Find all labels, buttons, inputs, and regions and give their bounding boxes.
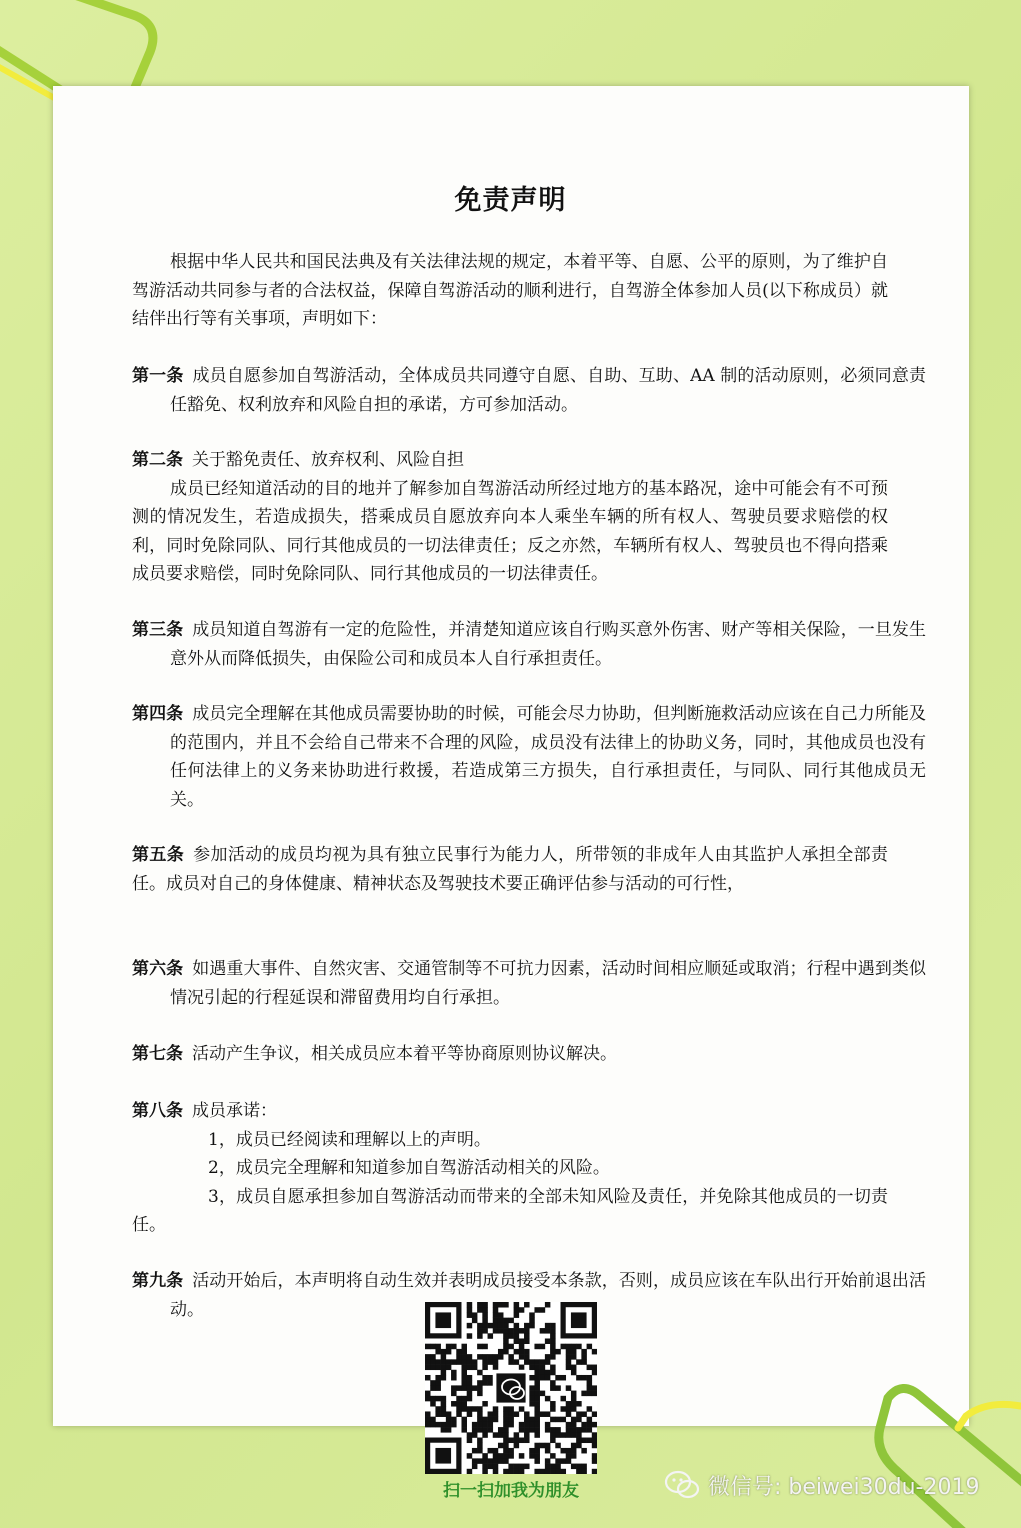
wechat-watermark (664, 1465, 980, 1505)
article-label: 第四条 (132, 704, 184, 724)
article-text: 活动产生争议，相关成员应本着平等协商原则协议解决。 (192, 1044, 617, 1064)
article-5 (132, 841, 888, 898)
article-label: 第七条 (132, 1044, 183, 1064)
article-text: 成员自愿参加自驾游活动，全体成员共同遵守自愿、自助、互助、AA 制的活动原则，必须同意责任豁免、权利放弃和风险自担的承诺，方可参加活动。 (170, 366, 926, 415)
list-item: 1，成员已经阅读和理解以上的声明。 (208, 1129, 491, 1150)
article-2 (132, 446, 888, 589)
article-text: 关于豁免责任、放弃权利、风险自担 (192, 450, 464, 470)
article-text: 参加活动的成员均视为具有独立民事行为能力人，所带领的非成年人由其监护人承担全部责任。成员对自己的身体健康、精神状态及驾驶技术要正确评估参与活动的可行性， (132, 845, 889, 894)
article-6 (132, 955, 926, 1012)
article-7 (132, 1040, 888, 1069)
qr-code[interactable] (425, 1302, 597, 1474)
list-item: 3，成员自愿承担参加自驾游活动而带来的全部未知风险及责任，并免除其他成员的一切责任。 (132, 1186, 888, 1235)
article-8 (132, 1097, 888, 1240)
wechat-icon (664, 1470, 700, 1500)
article-text: 成员完全理解在其他成员需要协助的时候，可能会尽力协助，但判断施救活动应该在自己力所能及的范围内，并且不会给自己带来不合理的风险，成员没有法律上的协助义务，同时，其他成员也没有任何法律上的义务来协助进行救援，若造成第三方损失，自行承担责任，与同队、同行其他成员无关。 (170, 704, 927, 810)
qr-caption: 扫一扫加我为朋友 (443, 1481, 579, 1501)
article-label: 第六条 (132, 959, 184, 979)
list-item: 2，成员完全理解和知道参加自驾游活动相关的风险。 (208, 1158, 610, 1178)
intro-paragraph: 根据中华人民共和国民法典及有关法律法规的规定，本着平等、自愿、公平的原则，为了维护自驾游活动共同参与者的合法权益，保障自驾游活动的顺利进行，自驾游全体参加人员(以下称成员）就结伴出行等有关事项，声明如下： (132, 252, 888, 329)
article-label: 第一条 (132, 366, 184, 386)
article-label: 第九条 (132, 1271, 184, 1291)
article-label: 第三条 (132, 620, 184, 640)
article-text: 活动开始后，本声明将自动生效并表明成员接受本条款，否则，成员应该在车队出行开始前退出活动。 (170, 1271, 927, 1320)
article-text: 成员承诺： (192, 1101, 277, 1121)
article-text: 成员知道自驾游有一定的危险性，并清楚知道应该自行购买意外伤害、财产等相关保险，一旦发生意外从而降低损失，由保险公司和成员本人自行承担责任。 (170, 620, 927, 669)
article-3 (132, 616, 926, 673)
qr-code-icon (425, 1302, 597, 1474)
article-label: 第五条 (132, 845, 185, 865)
article-body: 成员已经知道活动的目的地并了解参加自驾游活动所经过地方的基本路况，途中可能会有不可预测的情况发生，若造成损失，搭乘成员自愿放弃向本人乘坐车辆的所有权人、驾驶员要求赔偿的权利，同时免除同队、同行其他成员的一切法律责任；反之亦然，车辆所有权人、驾驶员也不得向搭乘成员要求赔偿，同时免除同队、同行其他成员的一切法律责任。 (132, 478, 888, 584)
article-text: 如遇重大事件、自然灾害、交通管制等不可抗力因素，活动时间相应顺延或取消；行程中遇到类似情况引起的行程延误和滞留费用均自行承担。 (170, 959, 927, 1008)
article-1 (132, 362, 926, 419)
article-label: 第八条 (132, 1101, 183, 1121)
article-4 (132, 700, 926, 814)
wechat-id-text: 微信号: beiwei30du-2019 (708, 1474, 980, 1500)
page-title: 免责声明 (454, 185, 567, 216)
article-label: 第二条 (132, 450, 183, 470)
